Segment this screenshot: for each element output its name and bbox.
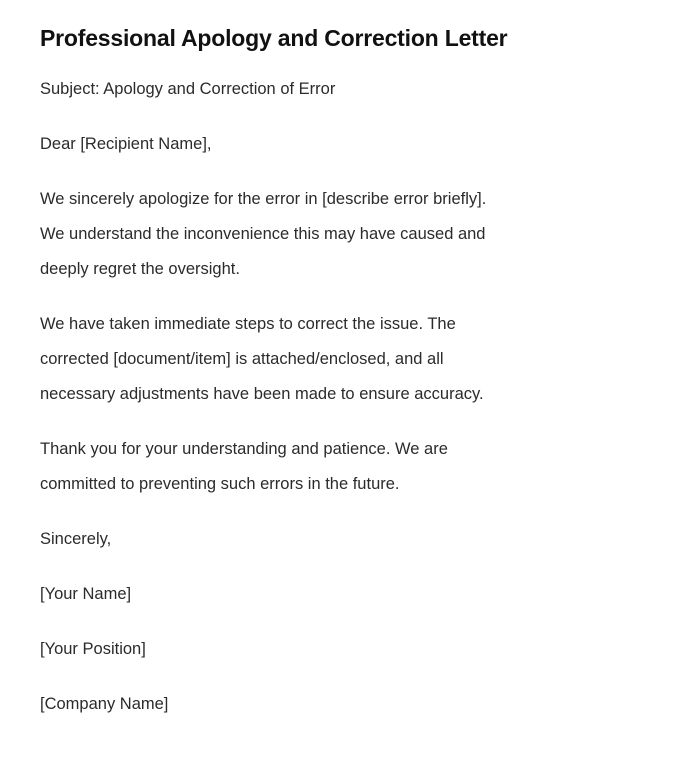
paragraph-line: We understand the inconvenience this may have caused and xyxy=(40,225,486,243)
paragraph-line: Subject: Apology and Correction of Error xyxy=(40,80,336,98)
paragraph xyxy=(40,687,660,722)
paragraph-line: [Your Name] xyxy=(40,585,132,603)
paragraph-line: corrected [document/item] is attached/enclosed, and all xyxy=(40,350,444,368)
paragraph-line: necessary adjustments have been made to ensure accuracy. xyxy=(40,385,484,403)
letter-body xyxy=(40,72,660,722)
paragraph xyxy=(40,182,660,287)
paragraph-line: Dear [Recipient Name], xyxy=(40,135,212,153)
paragraph-line: [Your Position] xyxy=(40,640,146,658)
paragraph-line: We have taken immediate steps to correct the issue. The xyxy=(40,315,456,333)
paragraph-line: [Company Name] xyxy=(40,695,169,713)
paragraph xyxy=(40,632,660,667)
page-title: Professional Apology and Correction Letter xyxy=(40,25,508,51)
paragraph xyxy=(40,72,660,107)
paragraph xyxy=(40,577,660,612)
paragraph-line: deeply regret the oversight. xyxy=(40,260,240,278)
paragraph-line: committed to preventing such errors in the future. xyxy=(40,475,400,493)
paragraph xyxy=(40,522,660,557)
paragraph xyxy=(40,307,660,412)
paragraph xyxy=(40,432,660,502)
paragraph xyxy=(40,127,660,162)
paragraph-line: Sincerely, xyxy=(40,530,112,548)
paragraph-line: We sincerely apologize for the error in [describe error briefly]. xyxy=(40,190,487,208)
paragraph-line: Thank you for your understanding and patience. We are xyxy=(40,440,448,458)
